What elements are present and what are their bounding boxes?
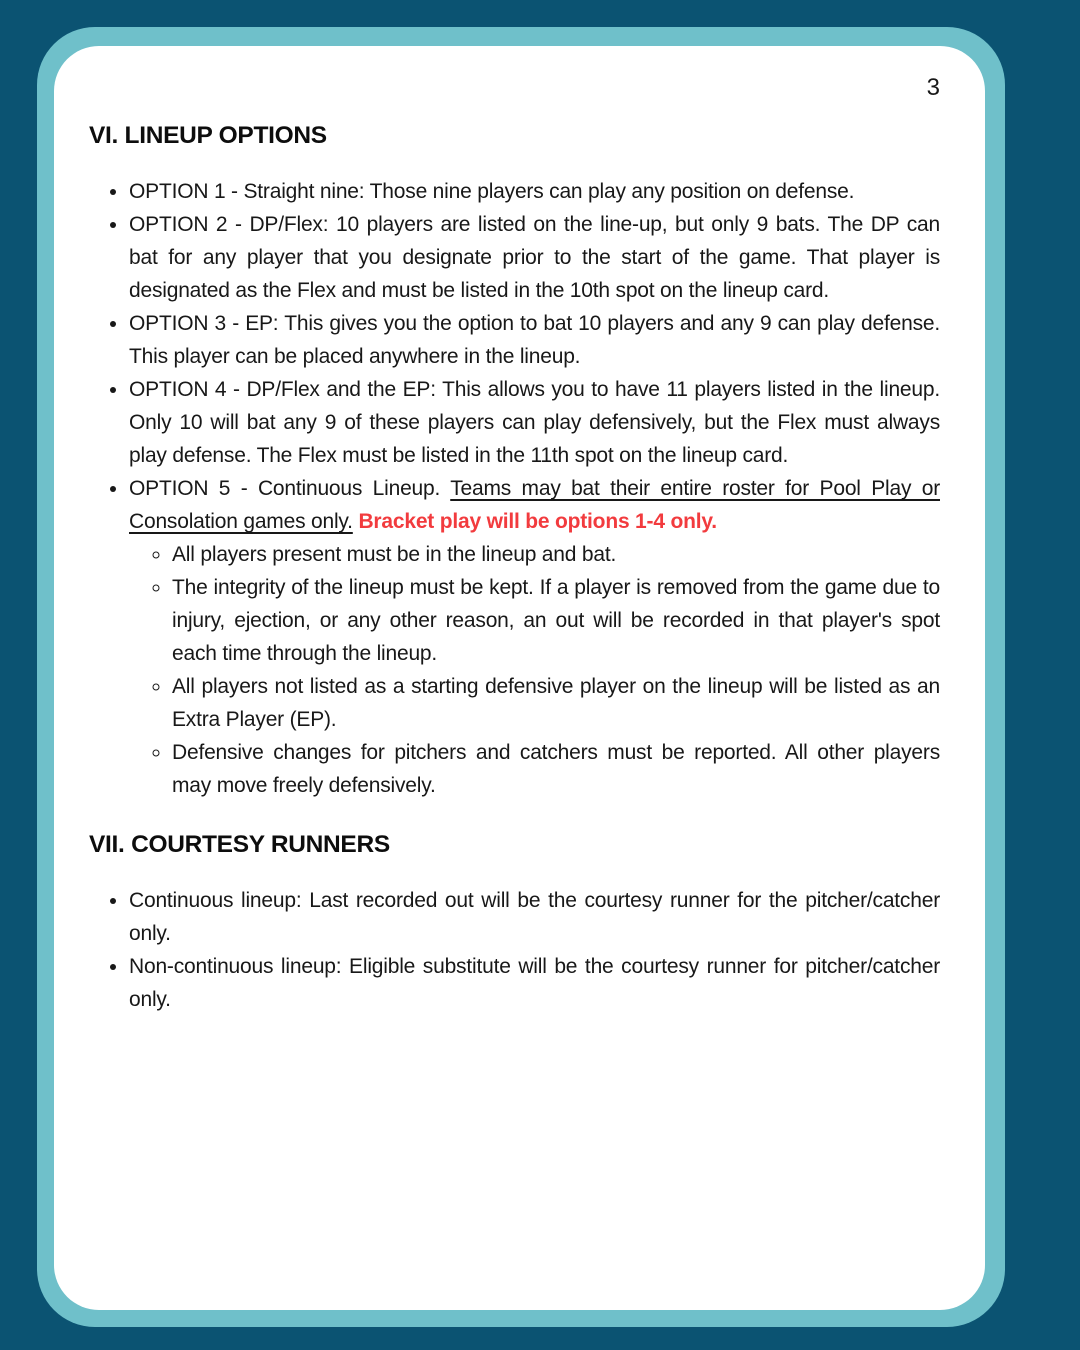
text-segment: OPTION 5 - Continuous Lineup.	[129, 477, 451, 500]
bullet-item	[129, 307, 940, 373]
bullet-list	[89, 175, 940, 802]
text-segment: OPTION 3 - EP: This gives you the option to bat 10 players and any 9 can play defense. This player can be placed anywhere in the lineup.	[129, 312, 940, 368]
section-heading: VII. COURTESY RUNNERS	[89, 831, 390, 858]
bullet-item	[129, 950, 940, 1016]
text-segment: OPTION 4 - DP/Flex and the EP: This allows you to have 11 players listed in the lineup. Only 10 will bat any 9 of these players can play defensively, but the Flex must always play defense. The Flex must be listed in the 11th spot on the lineup card.	[129, 378, 940, 467]
bullet-item	[129, 208, 940, 307]
sub-bullet-item: ◦ Defensive changes for pitchers and catchers must be reported. All other players may move freely defensively.	[172, 736, 940, 802]
sub-bullet-item: ◦ The integrity of the lineup must be kept. If a player is removed from the game due to injury, ejection, or any other reason, an out will be recorded in that player's spot each time through the lineup.	[172, 571, 940, 670]
text-segment: OPTION 1 - Straight nine: Those nine players can play any position on defense.	[129, 180, 855, 203]
bullet-item	[129, 884, 940, 950]
text-segment: OPTION 2 - DP/Flex: 10 players are listed on the line-up, but only 9 bats. The DP can bat for any player that you designate prior to the start of the game. That player is designated as the Flex and must be listed in the 10th spot on the lineup card.	[129, 213, 940, 302]
bullet-item	[129, 175, 940, 208]
sub-bullet-item: ◦ All players not listed as a starting defensive player on the lineup will be listed as an Extra Player (EP).	[172, 670, 940, 736]
section-heading: VI. LINEUP OPTIONS	[89, 122, 327, 149]
text-segment-underline: Teams may bat their entire roster for Pool Play or Consolation games only.	[129, 477, 940, 533]
bullet-list	[89, 884, 940, 1016]
card-frame	[37, 27, 1005, 1327]
section-lineup-options	[89, 123, 940, 802]
bullet-item	[129, 373, 940, 472]
document-content	[89, 123, 940, 1016]
sub-bullet-item: ◦ All players present must be in the lineup and bat.	[172, 538, 940, 571]
section-courtesy-runners	[89, 832, 940, 1016]
document-card	[54, 46, 985, 1310]
sub-bullet-list	[129, 538, 940, 802]
text-segment: Non-continuous lineup: Eligible substitute will be the courtesy runner for pitcher/catcher only.	[129, 955, 940, 1011]
page-number: 3	[926, 74, 940, 101]
text-segment: Continuous lineup: Last recorded out will be the courtesy runner for the pitcher/catcher only.	[129, 889, 940, 945]
text-segment-accent: Bracket play will be options 1-4 only.	[358, 510, 717, 533]
bullet-item	[129, 472, 940, 802]
